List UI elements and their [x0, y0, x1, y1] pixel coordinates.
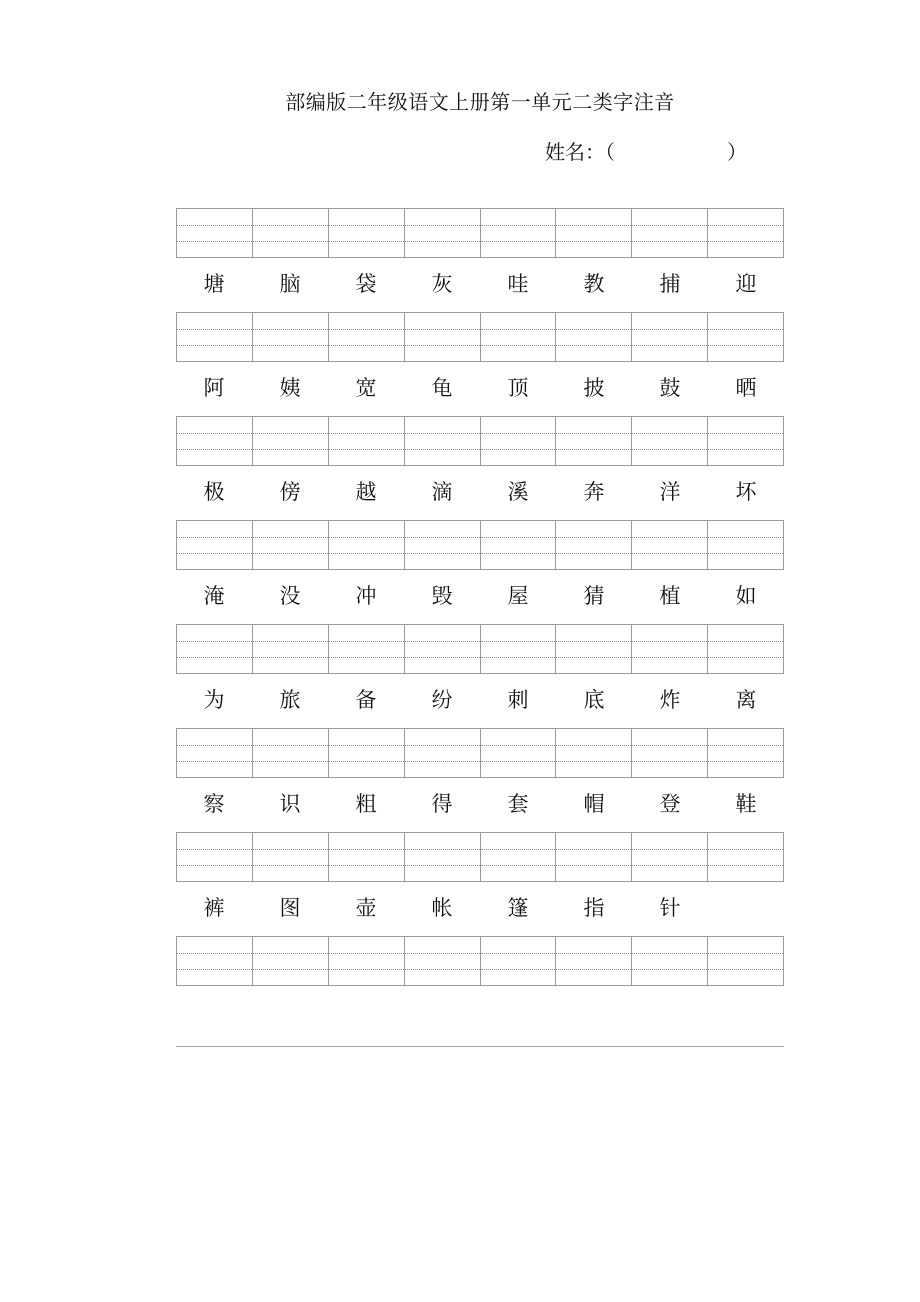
pinyin-writing-grid — [176, 416, 784, 466]
pinyin-cell[interactable] — [177, 313, 253, 361]
character-row — [176, 683, 784, 717]
hanzi-character: 察 — [203, 792, 225, 816]
pinyin-cell[interactable] — [556, 625, 632, 673]
hanzi-character: 阿 — [203, 376, 225, 400]
hanzi-character: 坏 — [735, 480, 757, 504]
hanzi-character: 图 — [279, 896, 301, 920]
pinyin-cell[interactable] — [405, 521, 481, 569]
hanzi-character: 套 — [507, 792, 529, 816]
pinyin-cell[interactable] — [481, 833, 557, 881]
pinyin-cell[interactable] — [177, 937, 253, 985]
pinyin-cell[interactable] — [253, 937, 329, 985]
name-label: 姓名：（ — [545, 140, 615, 164]
hanzi-character: 粗 — [355, 792, 377, 816]
pinyin-cell[interactable] — [405, 833, 481, 881]
pinyin-cell[interactable] — [632, 833, 708, 881]
name-field — [545, 136, 747, 165]
pinyin-cell[interactable] — [708, 521, 783, 569]
hanzi-character: 毁 — [431, 584, 453, 608]
hanzi-character: 篷 — [507, 896, 529, 920]
pinyin-cell[interactable] — [632, 937, 708, 985]
pinyin-cell[interactable] — [329, 729, 405, 777]
hanzi-character: 针 — [659, 896, 681, 920]
hanzi-character: 植 — [659, 584, 681, 608]
pinyin-cell[interactable] — [708, 625, 783, 673]
hanzi-character: 备 — [355, 688, 377, 712]
pinyin-writing-grid — [176, 728, 784, 778]
pinyin-cell[interactable] — [405, 625, 481, 673]
hanzi-character: 淹 — [203, 584, 225, 608]
hanzi-character: 塘 — [203, 272, 225, 296]
pinyin-cell[interactable] — [708, 729, 783, 777]
hanzi-character: 裤 — [203, 896, 225, 920]
pinyin-cell[interactable] — [177, 625, 253, 673]
pinyin-cell[interactable] — [177, 209, 253, 257]
pinyin-cell[interactable] — [481, 521, 557, 569]
hanzi-character: 灰 — [431, 272, 453, 296]
hanzi-character: 识 — [279, 792, 301, 816]
pinyin-cell[interactable] — [177, 833, 253, 881]
hanzi-character: 冲 — [355, 584, 377, 608]
hanzi-character: 猜 — [583, 584, 605, 608]
pinyin-cell[interactable] — [481, 313, 557, 361]
hanzi-character: 帐 — [431, 896, 453, 920]
pinyin-cell[interactable] — [405, 729, 481, 777]
hanzi-character: 洋 — [659, 480, 681, 504]
hanzi-character: 炸 — [659, 688, 681, 712]
pinyin-cell[interactable] — [556, 729, 632, 777]
hanzi-character: 离 — [735, 688, 757, 712]
pinyin-cell[interactable] — [253, 729, 329, 777]
hanzi-character: 溪 — [507, 480, 529, 504]
hanzi-character: 脑 — [279, 272, 301, 296]
character-row — [176, 787, 784, 821]
pinyin-cell[interactable] — [253, 521, 329, 569]
hanzi-character: 龟 — [431, 376, 453, 400]
hanzi-character: 旅 — [279, 688, 301, 712]
pinyin-cell[interactable] — [253, 417, 329, 465]
pinyin-cell[interactable] — [556, 417, 632, 465]
hanzi-character: 捕 — [659, 272, 681, 296]
hanzi-character: 鞋 — [735, 792, 757, 816]
pinyin-cell[interactable] — [329, 625, 405, 673]
pinyin-cell[interactable] — [177, 729, 253, 777]
hanzi-character: 屋 — [507, 584, 529, 608]
pinyin-writing-grid — [176, 520, 784, 570]
pinyin-cell[interactable] — [405, 209, 481, 257]
pinyin-cell[interactable] — [329, 521, 405, 569]
pinyin-cell[interactable] — [177, 521, 253, 569]
hanzi-character: 奔 — [583, 480, 605, 504]
page-title: 部编版二年级语文上册第一单元二类字注音 — [285, 90, 675, 114]
pinyin-writing-grid — [176, 624, 784, 674]
hanzi-character: 哇 — [507, 272, 529, 296]
pinyin-cell[interactable] — [481, 417, 557, 465]
pinyin-writing-grid — [176, 312, 784, 362]
pinyin-cell[interactable] — [708, 209, 783, 257]
pinyin-cell[interactable] — [405, 313, 481, 361]
hanzi-character: 纷 — [431, 688, 453, 712]
hanzi-character: 宽 — [355, 376, 377, 400]
pinyin-cell[interactable] — [632, 313, 708, 361]
hanzi-character: 顶 — [507, 376, 529, 400]
footer-divider — [176, 1046, 784, 1047]
pinyin-cell[interactable] — [632, 729, 708, 777]
pinyin-cell[interactable] — [329, 937, 405, 985]
pinyin-writing-grid — [176, 936, 784, 986]
hanzi-character: 为 — [203, 688, 225, 712]
character-row — [176, 891, 784, 925]
hanzi-character: 没 — [279, 584, 301, 608]
pinyin-writing-grid — [176, 832, 784, 882]
pinyin-cell[interactable] — [253, 209, 329, 257]
pinyin-cell[interactable] — [481, 625, 557, 673]
pinyin-cell[interactable] — [632, 625, 708, 673]
pinyin-cell[interactable] — [632, 521, 708, 569]
pinyin-cell[interactable] — [253, 625, 329, 673]
hanzi-character: 极 — [203, 480, 225, 504]
pinyin-cell[interactable] — [329, 833, 405, 881]
hanzi-character: 壶 — [355, 896, 377, 920]
hanzi-character: 越 — [355, 480, 377, 504]
pinyin-cell[interactable] — [708, 937, 783, 985]
pinyin-cell[interactable] — [632, 209, 708, 257]
pinyin-cell[interactable] — [253, 313, 329, 361]
pinyin-cell[interactable] — [556, 521, 632, 569]
pinyin-cell[interactable] — [556, 937, 632, 985]
hanzi-character: 滴 — [431, 480, 453, 504]
pinyin-cell[interactable] — [481, 937, 557, 985]
pinyin-cell[interactable] — [405, 937, 481, 985]
pinyin-cell[interactable] — [556, 833, 632, 881]
hanzi-character — [708, 891, 784, 925]
hanzi-character: 傍 — [279, 480, 301, 504]
pinyin-cell[interactable] — [632, 417, 708, 465]
hanzi-character: 指 — [583, 896, 605, 920]
pinyin-cell[interactable] — [329, 209, 405, 257]
pinyin-cell[interactable] — [177, 417, 253, 465]
pinyin-cell[interactable] — [708, 313, 783, 361]
character-row — [176, 579, 784, 613]
hanzi-character: 披 — [583, 376, 605, 400]
character-row — [176, 267, 784, 301]
pinyin-writing-grid — [176, 208, 784, 258]
pinyin-cell[interactable] — [329, 417, 405, 465]
pinyin-cell[interactable] — [405, 417, 481, 465]
hanzi-character: 鼓 — [659, 376, 681, 400]
pinyin-cell[interactable] — [253, 833, 329, 881]
name-close-paren: ） — [727, 140, 747, 164]
pinyin-cell[interactable] — [556, 209, 632, 257]
hanzi-character: 袋 — [355, 272, 377, 296]
pinyin-cell[interactable] — [329, 313, 405, 361]
pinyin-cell[interactable] — [708, 833, 783, 881]
hanzi-character: 如 — [735, 584, 757, 608]
pinyin-cell[interactable] — [481, 729, 557, 777]
hanzi-character: 登 — [659, 792, 681, 816]
hanzi-character: 刺 — [507, 688, 529, 712]
pinyin-cell[interactable] — [481, 209, 557, 257]
hanzi-character: 晒 — [735, 376, 757, 400]
hanzi-character: 得 — [431, 792, 453, 816]
pinyin-cell[interactable] — [556, 313, 632, 361]
hanzi-character: 底 — [583, 688, 605, 712]
hanzi-character: 帽 — [583, 792, 605, 816]
character-row — [176, 371, 784, 405]
hanzi-character: 姨 — [279, 376, 301, 400]
character-row — [176, 475, 784, 509]
pinyin-cell[interactable] — [708, 417, 783, 465]
hanzi-character: 迎 — [735, 272, 757, 296]
hanzi-character: 教 — [583, 272, 605, 296]
